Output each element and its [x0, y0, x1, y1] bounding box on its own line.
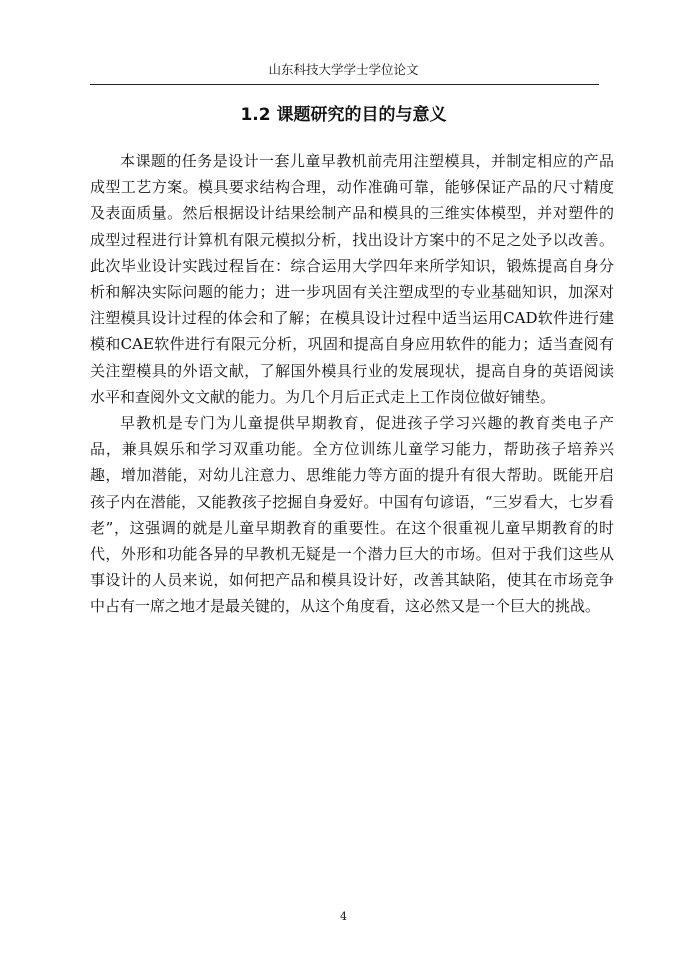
- paragraph-significance: 早教机是专门为儿童提供早期教育，促进孩子学习兴趣的教育类电子产品，兼具娱乐和学习双重功能。全方位训练儿童学习能力，帮助孩子培养兴趣，增加潜能，对幼儿注意力、思维能力等方面的提升有很大帮助。既能开启孩子内在潜能，又能教孩子挖掘自身爱好。中国有句谚语，“三岁看大，七岁看老”，这强调的就是儿童早期教育的重要性。在这个很重视儿童早期教育的时代，外形和功能各异的早教机无疑是一个潜力巨大的市场。但对于我们这些从事设计的人员来说，如何把产品和模具设计好，改善其缺陷，使其在市场竞争中占有一席之地才是最关键的，从这个角度看，这必然又是一个巨大的挑战。: [90, 414, 614, 616]
- section-title: 1.2 课题研究的目的与意义: [240, 105, 447, 125]
- paragraph-purpose: 本课题的任务是设计一套儿童早教机前壳用注塑模具，并制定相应的产品成型工艺方案。模具要求结构合理，动作准确可靠，能够保证产品的尺寸精度及表面质量。然后根据设计结果绘制产品和模具的三维实体模型，并对塑件的成型过程进行计算机有限元模拟分析，找出设计方案中的不足之处予以改善。此次毕业设计实践过程旨在：综合运用大学四年来所学知识，锻炼提高自身分析和解决实际问题的能力；进一步巩固有关注塑成型的专业基础知识，加深对注塑模具设计过程的体会和了解；在模具设计过程中适当运用CAD软件进行建模和CAE软件进行有限元分析，巩固和提高自身应用软件的能力；适当查阅有关注塑模具的外语文献，了解国外模具行业的发展现状，提高自身的英语阅读水平和查阅外文文献的能力。为几个月后正式走上工作岗位做好铺垫。: [90, 152, 614, 406]
- header-rule: [90, 84, 599, 85]
- page-number: 4: [340, 910, 347, 923]
- running-header: 山东科技大学学士学位论文: [268, 62, 419, 77]
- body-text: [90, 148, 614, 620]
